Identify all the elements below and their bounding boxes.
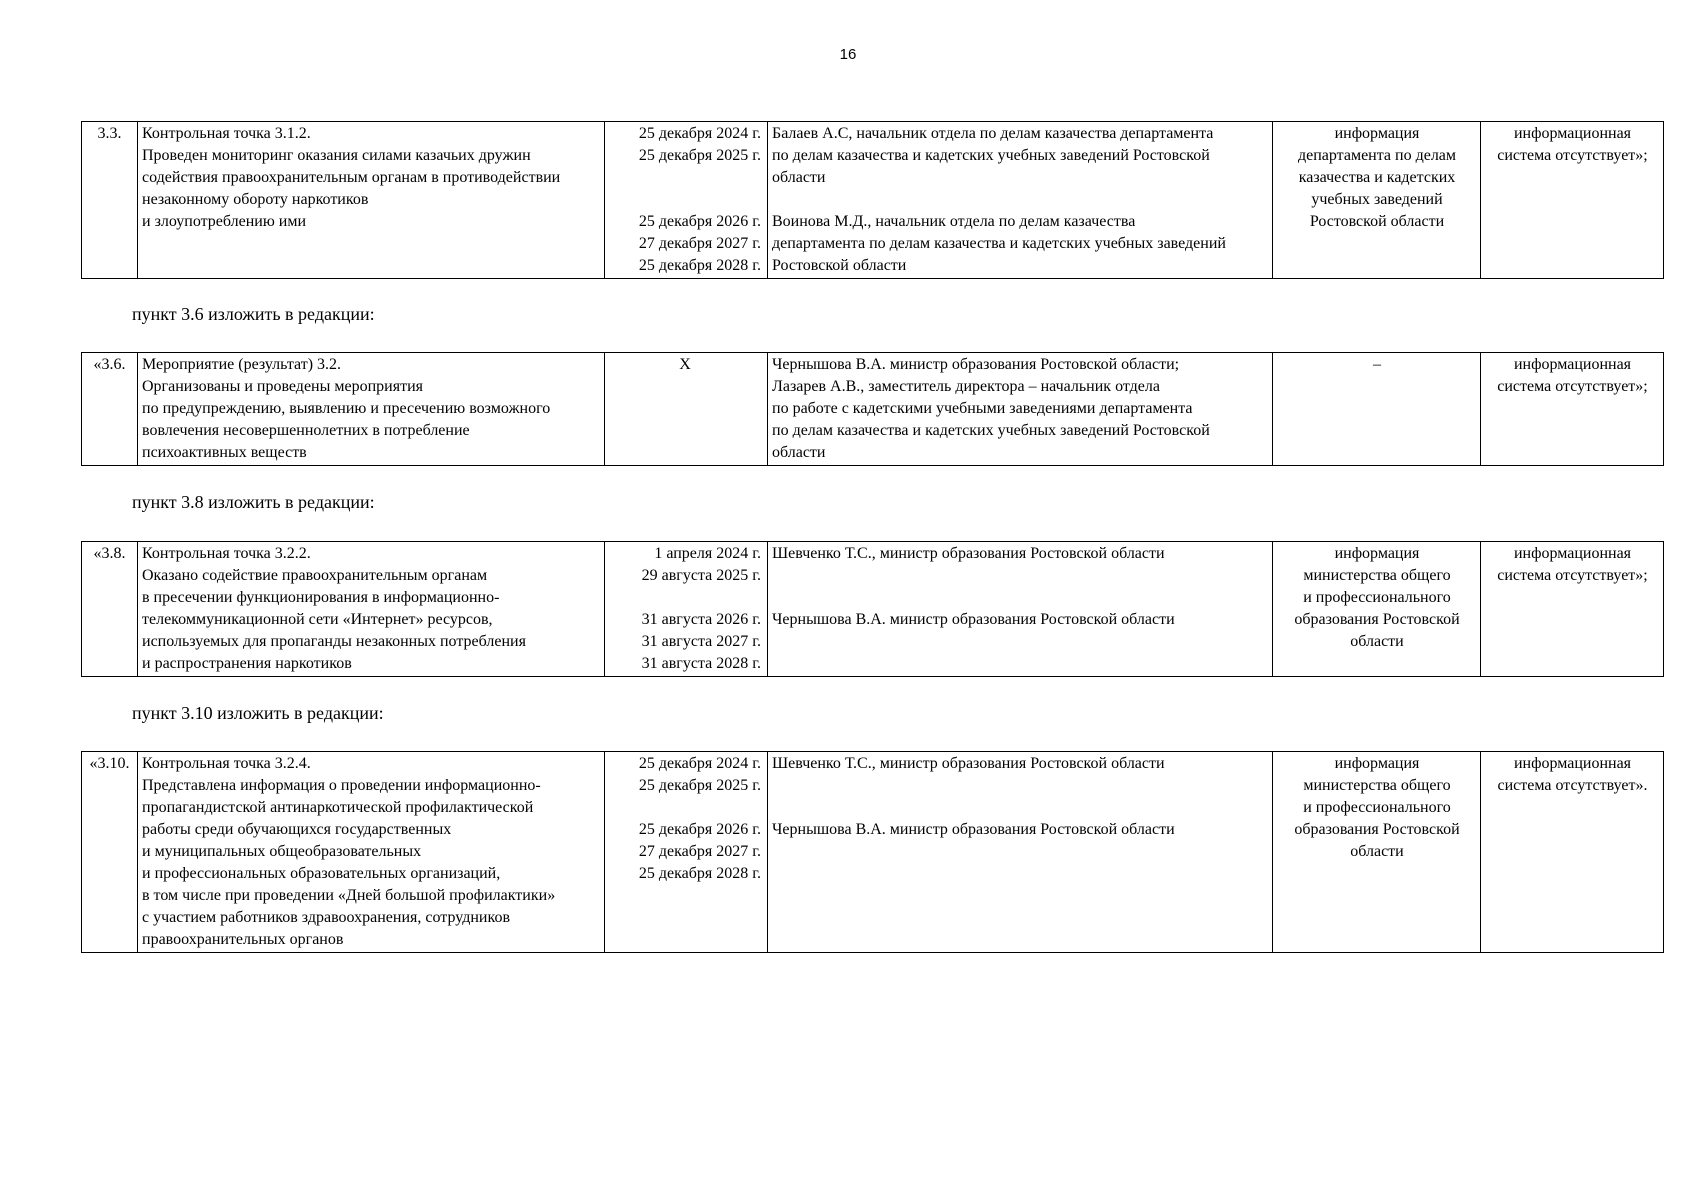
item-description: [138, 122, 605, 279]
section-heading-3-6: пункт 3.6 изложить в редакции:: [132, 304, 375, 324]
item-description-text: Контрольная точка 3.2.4. Представлена информация о проведении информационно- пропагандистской антинаркотической профилактической работы среди обучающихся государственных и муниципальных общеобразовательных и профессиональных образовательных организаций, в том числе при проведении «Дней большой профилактики» с участием работников здравоохранения, сотрудников правоохранительных органов: [142, 755, 556, 948]
item-number: «3.8.: [82, 542, 138, 677]
table-row: [82, 542, 1664, 677]
item-description: [138, 542, 605, 677]
section-heading-3-8: пункт 3.8 изложить в редакции:: [132, 492, 375, 512]
item-document-type-text: информация министерства общего и профессионального образования Ростовской области: [1294, 755, 1460, 860]
section-heading-3-10: пункт 3.10 изложить в редакции:: [132, 703, 384, 723]
item-description: [138, 353, 605, 466]
item-responsible: [768, 353, 1273, 466]
item-number: 3.3.: [82, 122, 138, 279]
item-info-system-text: информационная система отсутствует»;: [1497, 356, 1648, 395]
table-row: [82, 122, 1664, 279]
item-info-system-text: информационная система отсутствует»;: [1497, 125, 1648, 164]
item-description: [138, 752, 605, 953]
item-info-system: [1481, 542, 1664, 677]
item-document-type: [1273, 122, 1481, 279]
table-item-3-6: [81, 352, 1664, 466]
item-deadlines: [605, 122, 768, 279]
item-info-system: [1481, 353, 1664, 466]
item-deadlines-text: 25 декабря 2024 г. 25 декабря 2025 г. 25 декабря 2026 г. 27 декабря 2027 г. 25 декабря 2028 г.: [638, 125, 761, 274]
item-responsible-text: Шевченко Т.С., министр образования Ростовской области Чернышова В.А. министр образования Ростовской области: [772, 545, 1175, 628]
item-document-type-text: –: [1373, 356, 1381, 373]
table-item-3-10: [81, 751, 1664, 953]
item-info-system: [1481, 752, 1664, 953]
table-item-3-3: [81, 121, 1664, 279]
item-document-type-text: информация министерства общего и профессионального образования Ростовской области: [1294, 545, 1460, 650]
item-responsible-text: Чернышова В.А. министр образования Ростовской области; Лазарев А.В., заместитель директора – начальник отдела по работе с кадетскими учебными заведениями департамента по делам казачества и кадетских учебных заведений Ростовской области: [772, 356, 1210, 461]
item-document-type: [1273, 353, 1481, 466]
item-deadlines-text: 1 апреля 2024 г. 29 августа 2025 г. 31 августа 2026 г. 31 августа 2027 г. 31 августа 2028 г.: [641, 545, 761, 672]
item-responsible: [768, 122, 1273, 279]
item-deadlines: [605, 752, 768, 953]
item-info-system-text: информационная система отсутствует»;: [1497, 545, 1648, 584]
item-description-text: Мероприятие (результат) 3.2. Организованы и проведены мероприятия по предупреждению, выявлению и пресечению возможного вовлечения несовершеннолетних в потребление психоактивных веществ: [142, 356, 551, 461]
item-document-type-text: информация департамента по делам казачества и кадетских учебных заведений Ростовской области: [1297, 125, 1457, 230]
table-item-3-8: [81, 541, 1664, 677]
table-row: [82, 752, 1664, 953]
item-deadlines: [605, 353, 768, 466]
item-deadlines-text: Х: [679, 356, 691, 373]
item-description-text: Контрольная точка 3.2.2. Оказано содействие правоохранительным органам в пресечении функционирования в информационно- телекоммуникационной сети «Интернет» ресурсов, используемых для пропаганды незаконных потребления и распространения наркотиков: [142, 545, 526, 672]
item-info-system: [1481, 122, 1664, 279]
item-number: «3.6.: [82, 353, 138, 466]
table-row: [82, 353, 1664, 466]
item-deadlines: [605, 542, 768, 677]
item-description-text: Контрольная точка 3.1.2. Проведен мониторинг оказания силами казачьих дружин содействия правоохранительным органам в противодействии незаконному обороту наркотиков и злоупотреблению ими: [142, 125, 561, 230]
item-responsible: [768, 542, 1273, 677]
item-responsible: [768, 752, 1273, 953]
item-number: «3.10.: [82, 752, 138, 953]
item-deadlines-text: 25 декабря 2024 г. 25 декабря 2025 г. 25 декабря 2026 г. 27 декабря 2027 г. 25 декабря 2028 г.: [638, 755, 761, 882]
page-number: 16: [839, 46, 857, 63]
item-responsible-text: Балаев А.С, начальник отдела по делам казачества департамента по делам казачества и кадетских учебных заведений Ростовской области Воинова М.Д., начальник отдела по делам казачества департамента по делам казачества и кадетских учебных заведений Ростовской области: [772, 125, 1226, 274]
item-responsible-text: Шевченко Т.С., министр образования Ростовской области Чернышова В.А. министр образования Ростовской области: [772, 755, 1175, 838]
item-document-type: [1273, 542, 1481, 677]
item-document-type: [1273, 752, 1481, 953]
item-info-system-text: информационная система отсутствует».: [1497, 755, 1648, 794]
